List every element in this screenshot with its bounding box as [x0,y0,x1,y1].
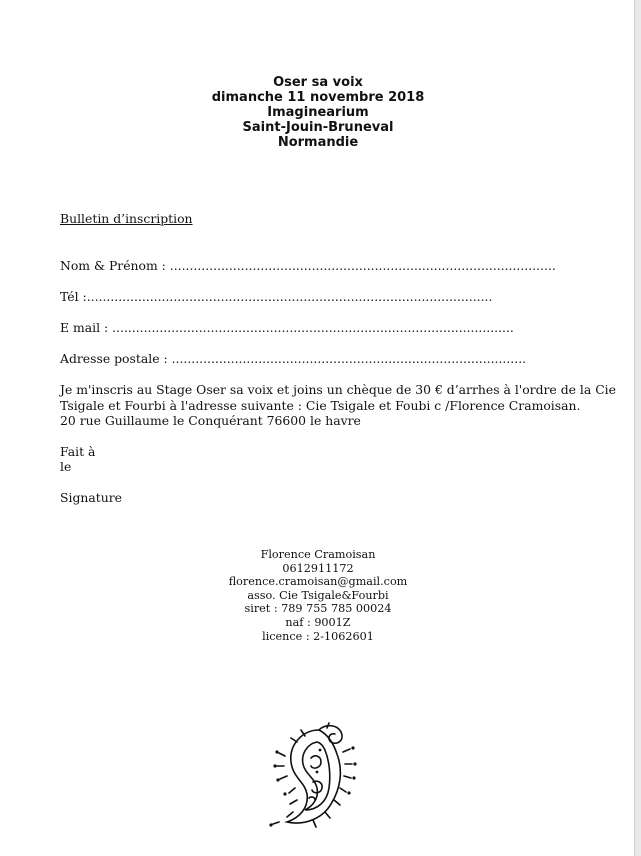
event-town: Saint-Jouin-Bruneval [242,120,394,135]
registration-line-2: Tsigale et Fourbi à l'adresse suivante : Cie Tsigale et Foubi c /Florence Cramoisan. [60,397,581,413]
date-label: le [60,459,72,474]
fait-a-label: Fait à [60,444,96,459]
signature-label: Signature [60,490,122,505]
contact-email: florence.cramoisan@gmail.com [228,575,408,589]
page-edge-shadow [634,0,641,856]
contact-association: asso. Cie Tsigale&Fourbi [247,588,389,602]
address-field-line: Adresse postale : .......................................................................................... [60,351,527,366]
registration-paragraph [60,382,616,429]
event-venue: Imaginearium [267,105,369,120]
event-title: Oser sa voix [273,75,363,90]
event-header [60,75,576,150]
contact-block [160,548,476,643]
name-field-line: Nom & Prénom : .................................................................................................. [60,258,556,273]
contact-name: Florence Cramoisan [260,548,376,561]
contact-naf: naf : 9001Z [285,615,351,629]
phone-field-line: Tél :....................................................................................................... [60,289,493,304]
email-field-line: E mail : ...................................................................................................... [60,320,514,335]
contact-siret: siret : 789 755 785 00024 [244,602,392,616]
paisley-ornament-icon [265,722,365,834]
contact-phone: 0612911172 [282,561,354,575]
contact-licence: licence : 2-1062601 [262,629,374,643]
event-region: Normandie [277,135,359,150]
registration-line-3: 20 rue Guillaume le Conquérant 76600 le havre [60,413,361,428]
registration-line-1: Je m'inscris au Stage Oser sa voix et joins un chèque de 30 € d’arrhes à l'ordre de la Cie [60,382,616,397]
form-heading: Bulletin d’inscription [60,211,193,226]
event-date: dimanche 11 novembre 2018 [211,90,425,105]
